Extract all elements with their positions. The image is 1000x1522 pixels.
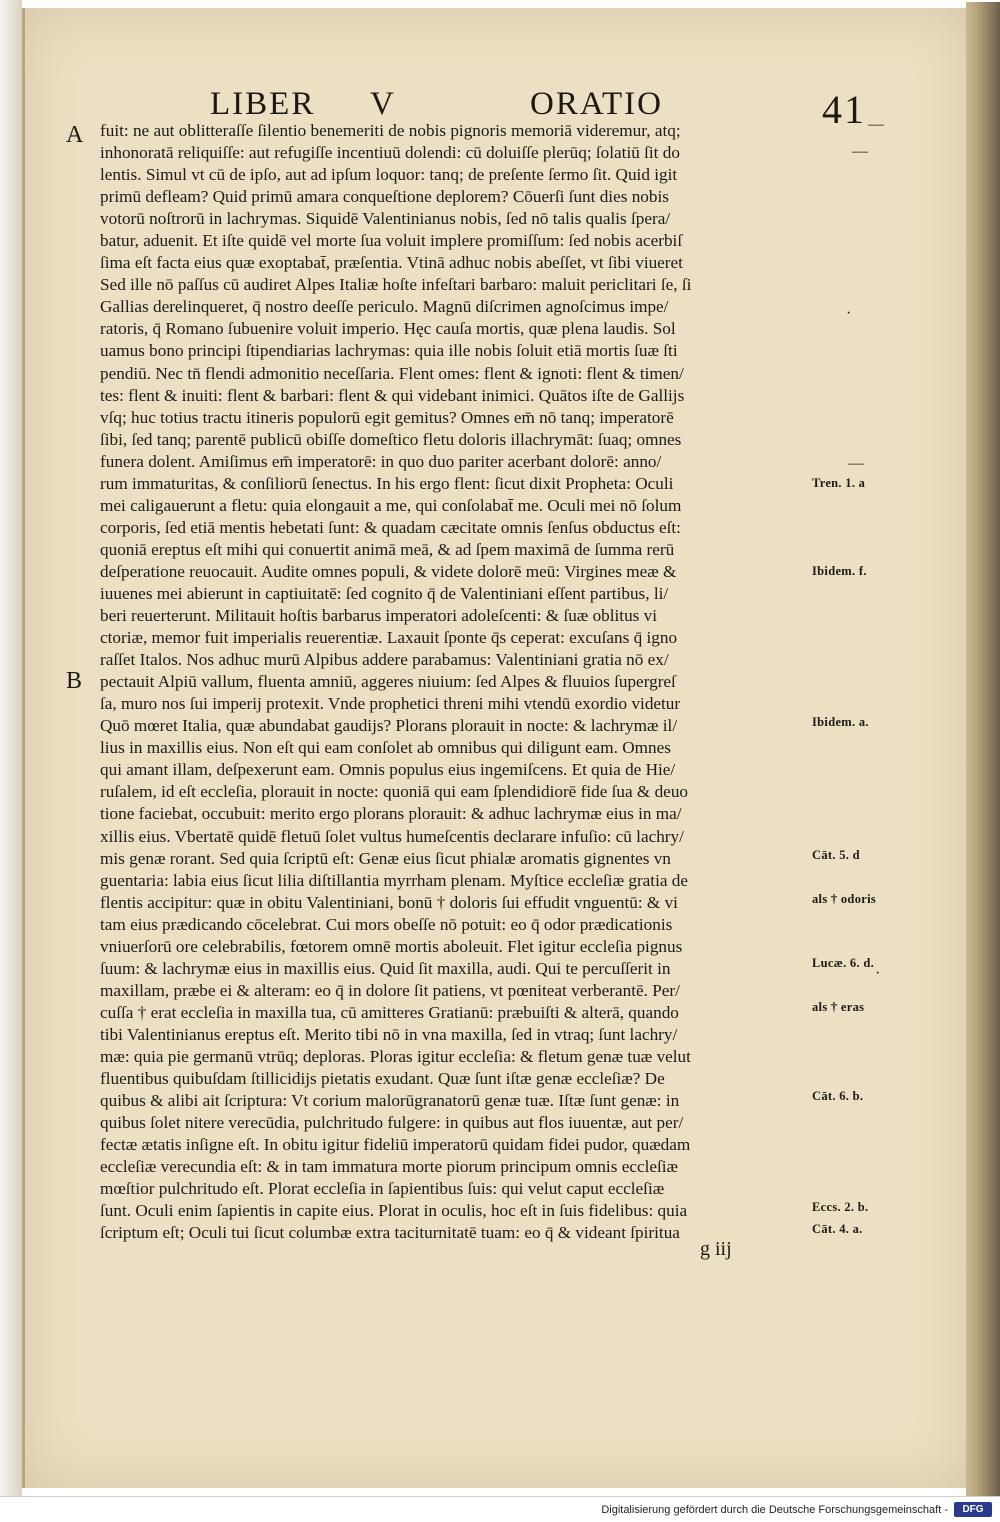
footer-bar [0, 1496, 1000, 1522]
header-liber: LIBER [210, 86, 316, 122]
text-line: uamus bono principi ſtipendiarias lachrymas: quia ille nobis ſoluit etiā mortis ſuæ ſti [100, 341, 678, 361]
text-line: guentaria: labia eius ſicut lilia diſtillantia myrrham plenam. Myſtice eccleſiæ gratia de [100, 870, 688, 890]
text-line: batur, aduenit. Et iſte quidē vel morte ſua voluit implere promiſſum: ſed nobis acerbiſ [100, 231, 683, 251]
text-line: lius in maxillis eius. Non eſt qui eam conſolet ab omnibus qui diligunt eam. Omnes [100, 738, 671, 758]
header-book-number: V [370, 86, 396, 122]
text-line: rum immaturitas, & conſiliorū ſenectus. In his ergo flent: ſicut dixit Propheta: Oculi [100, 473, 674, 493]
text-line: tam eius prædicando cōcelebrat. Cui mors obeſſe nō potuit: eo q̄ odor prædicationis [100, 914, 673, 934]
scan-left-edge [0, 0, 22, 1496]
margin-note: Eccs. 2. b. [812, 1200, 869, 1214]
text-line: tes: flent & inuiti: flent & barbari: flent & qui videbant inimici. Quātos iſte de Gallijs [100, 385, 685, 405]
text-line: corporis, ſed etiā mentis hebetati ſunt: & quadam cæcitate omnis ſenſus obductus eſt: [100, 517, 681, 537]
text-line: vſq; huc totius tractu itineris populorū egit gemitus? Omnes em̄ nō tanq; imperatorē [100, 407, 674, 427]
text-line: ſuum: & lachrymæ eius in maxillis eius. Quid ſit maxilla, audi. Qui te percuſſerit in [100, 958, 671, 978]
text-line: beri reuerterunt. Militauit hoſtis barbarus imperatori adoleſcenti: & ſuæ oblitus vi [100, 606, 658, 626]
margin-dash: — [868, 116, 884, 133]
text-line: Gallias derelinqueret, q̄ nostro deeſſe periculo. Magnū diſcrimen agnoſcimus impe/ [100, 297, 669, 317]
text-line: ſibi, ſed tanq; parentē publicū obiſſe domeſtico fletu doloris illachrymāt: ſuaq; omnes [100, 429, 682, 449]
text-line: ctoriæ, memor fuit imperialis reuerentiæ. Laxauit ſponte q̄s ceperat: excuſans q̄ igno [100, 628, 678, 648]
text-line: Quō mœret Italia, quæ abundabat gaudijs? Plorans plorauit in nocte: & lachrymæ il/ [100, 716, 678, 736]
text-line: pectauit Alpiū vallum, fluenta amniū, aggeres niuium: ſed Alpes & fluuios ſupergreſ [100, 672, 676, 692]
dfg-logo: DFG [954, 1502, 992, 1517]
text-line: maxillam, præbe ei & alteram: eo q̄ in dolore ſit patiens, vt pœniteat verberantē. Per/ [100, 980, 680, 1000]
text-line: qui amant illam, deſpexerunt eam. Omnis populus eius ingemiſcens. Et quia de Hie/ [100, 760, 676, 780]
margin-note: Ibidem. a. [812, 715, 869, 729]
text-line: ratoris, q̄ Romano ſubuenire voluit imperio. Hęc cauſa mortis, quæ plena laudis. Sol [100, 319, 676, 339]
text-line: primū defleam? Quid primū amara conqueſtione deplorem? Cōuerſi ſunt dies nobis [100, 187, 669, 207]
margin-letter-b: B [66, 668, 83, 694]
text-line: ſunt. Oculi enim ſapientis in capite eius. Plorat in oculis, hoc eſt in ſuis fidelibus: quia [100, 1201, 688, 1221]
text-line: pendiū. Nec tn̄ flendi admonitio neceſſaria. Flent omes: flent & ignoti: flent & timen/ [100, 363, 684, 383]
text-line: inhonoratā reliquiſſe: aut refugiſſe incentiuū dolendi: cū doluiſſe plerūq; ſolatiū ſit do [100, 143, 680, 163]
margin-dash: · [846, 305, 852, 322]
text-line: mæ: quia pie germanū vtrūq; deploras. Ploras igitur eccleſia: & fletum genæ tuæ velut [100, 1046, 691, 1066]
text-line: tibi Valentinianus ereptus eſt. Merito tibi nō in vna maxilla, ſed in vtraq; ſunt lachry/ [100, 1024, 678, 1044]
text-line: ſcriptum eſt; Oculi tui ſicut columbæ extra taciturnitatē tuam: eo q̄ & videant ſpiritua [100, 1223, 680, 1243]
signature-mark: g iij [700, 1238, 732, 1260]
text-line: mei caligauerunt a fletu: quia elongauit a me, qui conſolabat̄ me. Oculi mei nō ſolum [100, 495, 682, 515]
text-line: fuit: ne aut oblitteraſſe ſilentio benemeriti de nobis pignoris memoriā videremur, atq; [100, 121, 681, 140]
text-line: Sed ille nō paſſus cū audiret Alpes Italiæ hoſte infeſtari barbaro: maluit periclitari ſe, ſi [100, 275, 692, 295]
text-line: ruſalem, id eſt eccleſia, plorauit in nocte: quoniā qui eam ſplendidiorē fide ſua & deuo [100, 782, 689, 802]
margin-note: Tren. 1. a [812, 476, 866, 490]
text-line: lentis. Simul vt cū de ipſo, aut ad ipſum loquor: tanq; de preſente ſermo ſit. Quid igit [100, 165, 678, 185]
text-line: mœſtior pulchritudo eſt. Plorat eccleſia in ſapientibus ſuis: qui velut caput eccleſiæ [100, 1179, 665, 1199]
text-line: quibus & alibi ait ſcriptura: Vt corium malorūgranatorū genæ tuæ. Iſtæ ſunt genæ: in [100, 1091, 680, 1111]
margin-note: Cāt. 6. b. [812, 1089, 864, 1103]
header-oratio: ORATIO [530, 86, 663, 122]
text-line: funera dolent. Amiſimus em̄ imperatorē: in quo duo pariter acerbant dolorē: anno/ [100, 451, 662, 471]
margin-note: Cāt. 4. a. [812, 1222, 863, 1236]
text-line: vniuerſorū ore celebrabilis, fœtorem omnē mortis aboleuit. Flet igitur eccleſia pignus [100, 936, 683, 956]
text-line: xillis eius. Vbertatē quidē fletuū ſolet vultus humeſcentis declarare infuſio: cū lachry/ [100, 826, 684, 846]
text-line: tione faciebat, occubuit: merito ergo plorans plorauit: & adhuc lachrymæ eius in ma/ [100, 804, 682, 824]
body-text [100, 120, 812, 1244]
text-line: cuſſa † erat eccleſia in maxilla tua, cū amitteres Gratianū: præbuiſti & alterā, quando [100, 1002, 679, 1022]
text-line: mis genæ rorant. Sed quia ſcriptū eſt: Genæ eius ſicut phialæ aromatis gignentes vn [100, 848, 671, 868]
margin-note: Cāt. 5. d [812, 848, 860, 862]
margin-note: Lucæ. 6. d. [812, 956, 874, 970]
text-line: votorū noſtrorū in lachrymas. Siquidē Valentinianus nobis, ſed nō talis qualis ſpera/ [100, 209, 671, 229]
margin-dash: — [848, 455, 864, 472]
text-line: quoniā ereptus eſt mihi qui conuertit animā meā, & ad ſpem maximā de ſumma rerū [100, 539, 675, 559]
margin-dash: · [875, 965, 881, 982]
text-line: fluentibus quibuſdam ſtillicidijs pietatis exudant. Quæ ſunt iſtæ genæ eccleſiæ? De [100, 1069, 665, 1089]
margin-letter-a: A [66, 122, 84, 148]
margin-note: als † eras [812, 1000, 865, 1014]
book-fore-edge [966, 2, 1000, 1496]
margin-dash: — [852, 143, 868, 160]
text-line: quibus ſolet nitere verecūdia, pulchritudo fulgere: in quibus aut flos iuuentæ, aut per/ [100, 1113, 684, 1133]
folio-number: 41 [822, 87, 866, 132]
text-line: ſima eſt facta eius quæ exoptabat̄, præſentia. Vtinā adhuc nobis abeſſet, vt ſibi viueret [100, 253, 683, 273]
text-line: flentis accipitur: quæ in obitu Valentiniani, bonū † doloris ſui effudit vnguentū: & vi [100, 892, 678, 912]
funding-credit: Digitalisierung gefördert durch die Deutsche Forschungsgemeinschaft - [601, 1504, 948, 1516]
text-line: iuuenes mei abierunt in captiuitatē: ſed cognito q̄ de Valentiniani eſſent partibus, li/ [100, 583, 669, 603]
margin-note: als † odoris [812, 892, 877, 906]
text-line: ſa, muro nos ſui imperij protexit. Vnde prophetici threni mihi vtendū exordio videtur [100, 694, 681, 714]
text-line: deſperatione reuocauit. Audite omnes populi, & videte dolorē meū: Virgines meæ & [100, 561, 677, 581]
text-line: eccleſiæ verecundia eſt: & in tam immatura morte piorum principum omnis eccleſiæ [100, 1157, 678, 1177]
margin-note: Ibidem. f. [812, 564, 867, 578]
text-line: fectæ ætatis inſigne eſt. In obitu igitur fideliū imperatorū quidam fidei pudor, quædam [100, 1135, 691, 1155]
text-line: raſſet Italos. Nos adhuc murū Alpibus addere parabamus: Valentiniani gratia nō ex/ [100, 650, 669, 670]
